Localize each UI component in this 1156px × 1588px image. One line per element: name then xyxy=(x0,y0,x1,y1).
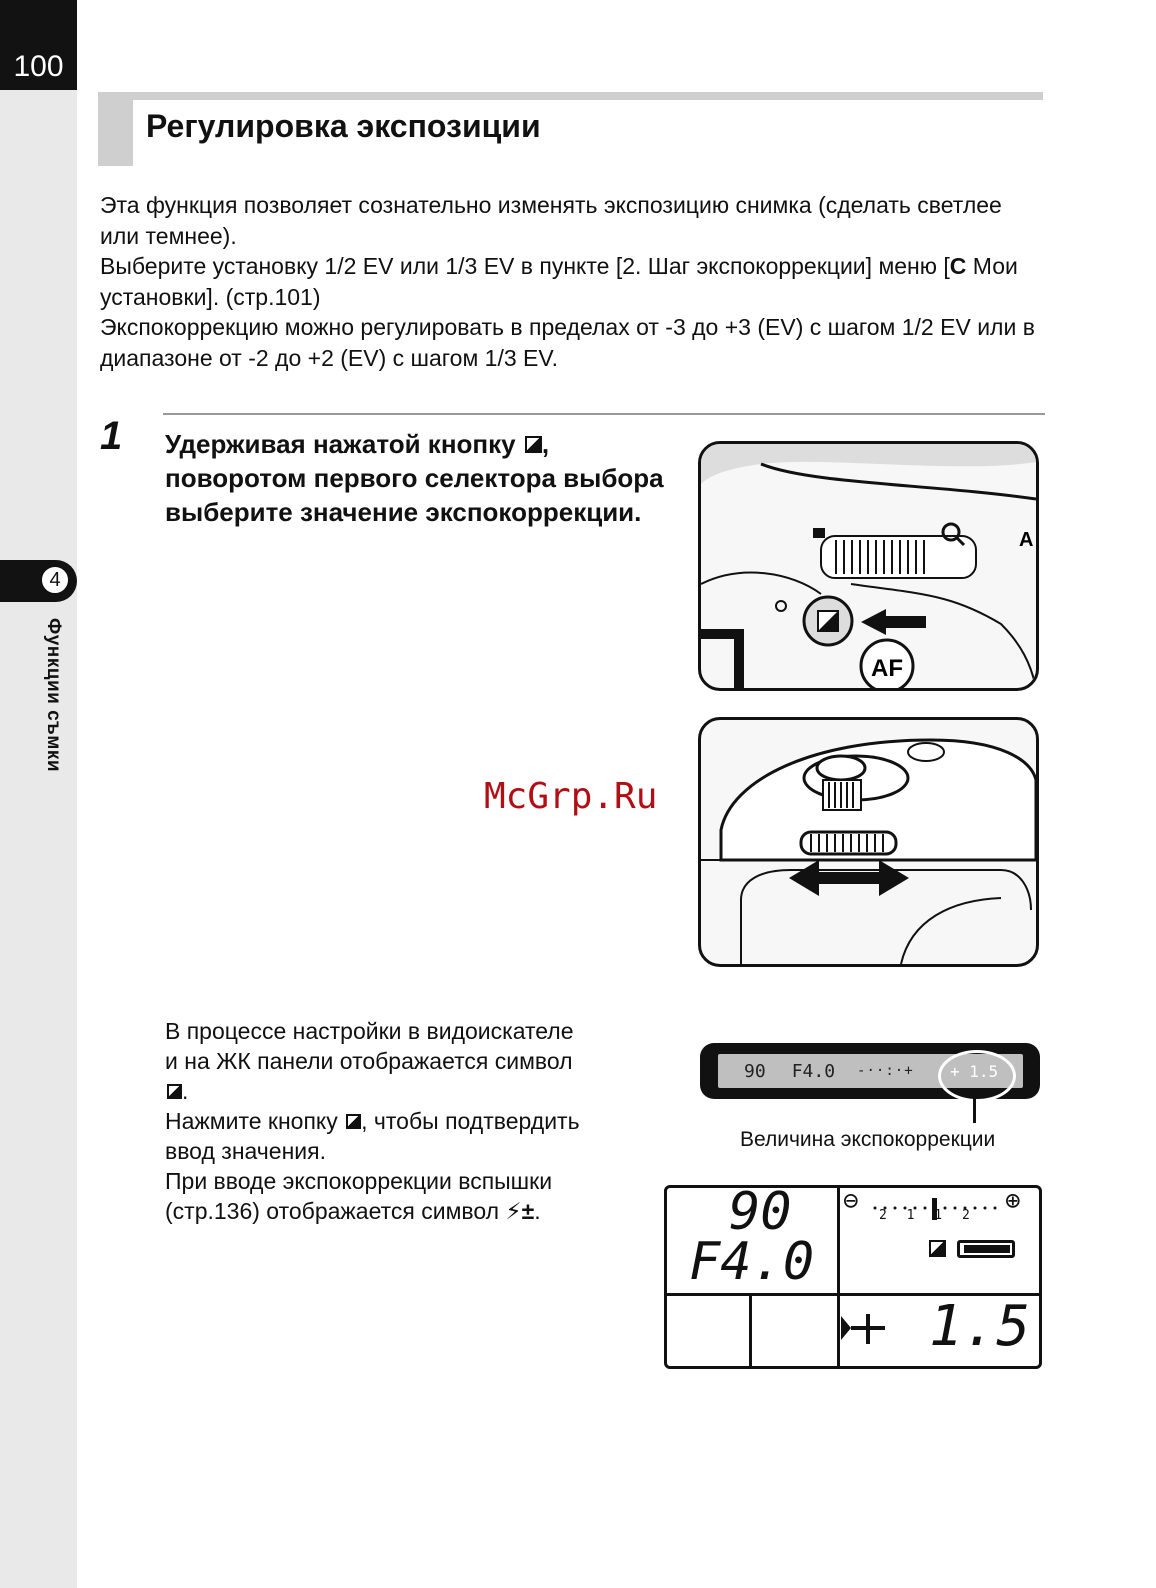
chapter-label: Функции съмки xyxy=(43,618,64,773)
mode-a-label: A xyxy=(1019,529,1034,551)
vf-exposure-scale: -··:·+ xyxy=(857,1063,914,1079)
vf-ev-value: + 1.5 xyxy=(950,1062,999,1081)
intro-line-3: Экспокоррекцию можно регулировать в пределах от -3 до +3 (EV) с шагом 1/2 EV или в диапазоне от -2 до +2 (EV) с шагом 1/3 EV. xyxy=(100,314,1035,371)
note-p2a: Нажмите кнопку xyxy=(165,1108,338,1134)
note-p2b: , чтобы подтвердить ввод значения. xyxy=(165,1108,580,1164)
custom-menu-icon: C xyxy=(949,253,967,279)
camera-button-illustration xyxy=(698,441,1039,691)
vf-shutter: 90 xyxy=(744,1060,766,1082)
plus-icon: ⊕ xyxy=(1005,1186,1021,1216)
lcd-shutter: 90 xyxy=(729,1182,792,1242)
ev-compensation-icon xyxy=(525,436,542,453)
note-p3 xyxy=(165,1166,585,1226)
caption-leader-line xyxy=(973,1096,976,1123)
step-divider xyxy=(163,413,1045,415)
watermark: McGrp.Ru xyxy=(484,776,658,817)
flash-ev-icon: ⚡± xyxy=(505,1198,535,1224)
vf-aperture: F4.0 xyxy=(791,1060,836,1082)
lcd-divider-v2 xyxy=(749,1293,752,1366)
lcd-panel xyxy=(664,1182,1042,1369)
title-accent xyxy=(98,92,133,166)
af-label: AF xyxy=(871,655,903,682)
battery-icon xyxy=(957,1240,1015,1258)
lcd-ev-icon-wrap xyxy=(927,1240,946,1262)
lcd-scale-labels: 2 1 1 2 xyxy=(879,1208,976,1223)
ev-compensation-icon xyxy=(929,1240,946,1257)
led-icon xyxy=(776,601,786,611)
intro-line-1: Эта функция позволяет сознательно изменять экспозицию снимка (сделать светлее или темнее). xyxy=(100,192,1002,249)
lcd-aperture: F4.0 xyxy=(689,1232,815,1292)
arrow-left-icon xyxy=(861,609,926,635)
note-p1a: В процессе настройки в видоискателе и на ЖК панели отображается символ xyxy=(165,1018,574,1074)
intro-text xyxy=(100,190,1045,373)
note-p3a: При вводе экспокоррекции вспышки (стр.136) отображается символ xyxy=(165,1168,553,1224)
chapter-number: 4 xyxy=(40,565,70,595)
step-text-b: , поворотом первого селектора выбора выберите значение экспокоррекции. xyxy=(165,429,664,527)
dial-rotation-illustration xyxy=(698,717,1039,967)
step-text-a: Удерживая нажатой кнопку xyxy=(165,429,516,459)
lcd-ev-value: 1.5 xyxy=(929,1294,1031,1359)
intro-line-2a: Выберите установку 1/2 EV или 1/3 EV в пункте [2. Шаг экспокоррекции] меню [ xyxy=(100,253,950,279)
intro-line-2 xyxy=(100,251,1045,312)
page-number: 100 xyxy=(0,0,77,90)
ev-compensation-icon xyxy=(346,1114,361,1129)
note-text xyxy=(165,1016,585,1226)
note-p1 xyxy=(165,1016,585,1106)
note-p3b: . xyxy=(534,1198,541,1224)
step-instruction xyxy=(165,427,685,529)
rotate-arrow-icon xyxy=(789,860,909,896)
vf-caption: Величина экспокоррекции xyxy=(740,1128,996,1151)
minus-icon: ⊖ xyxy=(843,1186,859,1216)
note-p1b: . xyxy=(182,1078,189,1104)
camera-top-drawing xyxy=(701,444,1036,688)
intro-line-2b: Мои установки]. (стр.101) xyxy=(100,253,1018,310)
ev-compensation-icon xyxy=(167,1084,182,1099)
camera-dial-drawing xyxy=(701,720,1036,964)
dial-wheel xyxy=(801,832,896,854)
ev-indicator-icon xyxy=(841,1306,911,1356)
note-p2 xyxy=(165,1106,585,1166)
card-icon xyxy=(813,528,825,538)
page-title: Регулировка экспозиции xyxy=(146,108,541,144)
left-margin-strip xyxy=(0,0,77,1588)
lcd-divider-v xyxy=(837,1188,840,1366)
step-number: 1 xyxy=(100,414,123,458)
title-rule xyxy=(133,92,1043,100)
